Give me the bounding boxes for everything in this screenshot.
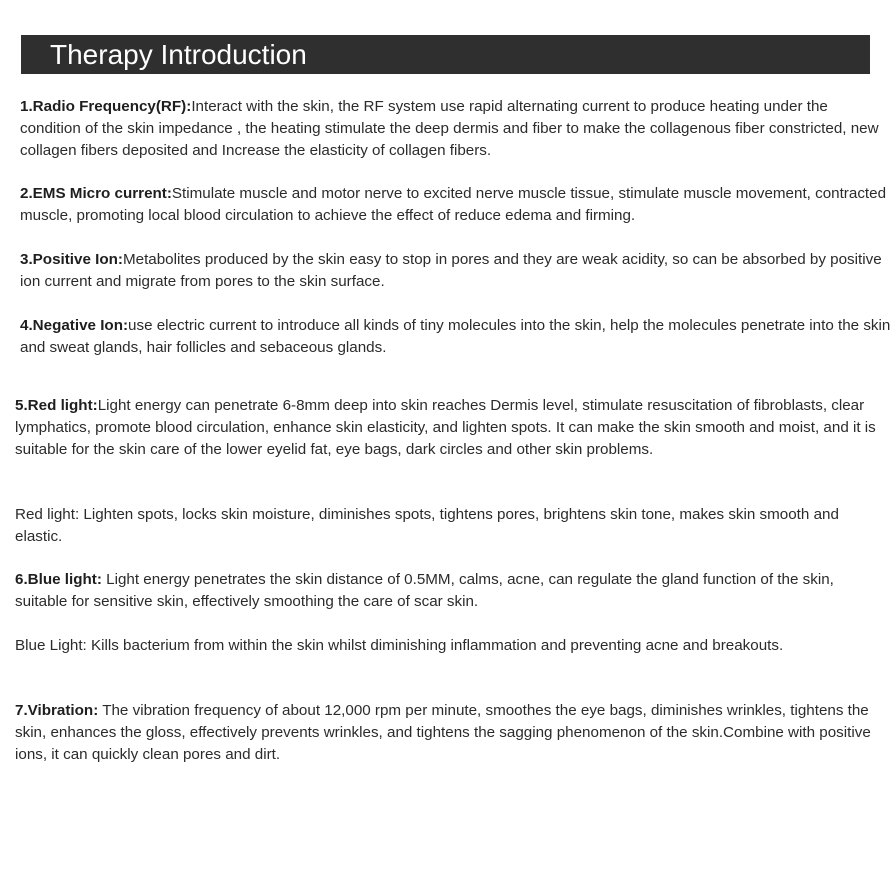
section-negative-ion: [20, 315, 891, 359]
section-text: Red light: Lighten spots, locks skin moisture, diminishes spots, tightens pores, brightens skin tone, makes skin smooth and elastic.: [15, 506, 839, 545]
section-text: Interact with the skin, the RF system use rapid alternating current to produce heating under the condition of the skin impedance , the heating stimulate the deep dermis and fiber to make the collagenous fiber constricted, new collagen fibers deposited and Increase the elasticity of collagen fibers.: [20, 98, 879, 159]
section-heading: 5.Red light:: [15, 397, 98, 414]
section-text: The vibration frequency of about 12,000 rpm per minute, smoothes the eye bags, diminishes wrinkles, tightens the skin, enhances the gloss, effectively prevents wrinkles, and tightens the sagging phenomenon of the skin.Combine with positive ions, it can quickly clean pores and dirt.: [15, 702, 871, 763]
header-bar: [21, 35, 870, 74]
section-text: Light energy penetrates the skin distance of 0.5MM, calms, acne, can regulate the gland function of the skin, suitable for sensitive skin, effectively smoothing the care of scar skin.: [15, 571, 834, 610]
page-title: Therapy Introduction: [50, 39, 307, 70]
section-heading: 6.Blue light:: [15, 571, 102, 588]
section-text: Light energy can penetrate 6-8mm deep into skin reaches Dermis level, stimulate resuscitation of fibroblasts, clear lymphatics, promote blood circulation, enhance skin elasticity, and lighten spots. It can make the skin smooth and moist, and it is suitable for the skin care of the lower eyelid fat, eye bags, dark circles and other skin problems.: [15, 397, 876, 458]
section-text: use electric current to introduce all kinds of tiny molecules into the skin, help the molecules penetrate into the skin and sweat glands, hair follicles and sebaceous glands.: [20, 317, 891, 356]
section-positive-ion: [20, 249, 891, 293]
section-red-light-summary: [15, 504, 889, 548]
section-heading: 7.Vibration:: [15, 702, 99, 719]
section-heading: 2.EMS Micro current:: [20, 185, 172, 202]
section-text: Metabolites produced by the skin easy to stop in pores and they are weak acidity, so can be absorbed by positive ion current and migrate from pores to the skin surface.: [20, 251, 882, 290]
section-red-light: [15, 395, 889, 461]
section-blue-light: [15, 569, 889, 613]
section-ems-micro-current: [20, 183, 891, 227]
section-blue-light-summary: [15, 635, 889, 657]
section-heading: 4.Negative Ion:: [20, 317, 129, 334]
section-heading: 1.Radio Frequency(RF):: [20, 98, 192, 115]
section-radio-frequency: [20, 96, 891, 162]
section-text: Stimulate muscle and motor nerve to excited nerve muscle tissue, stimulate muscle movement, contracted muscle, promoting local blood circulation to achieve the effect of reduce edema and firming.: [20, 185, 887, 224]
section-heading: 3.Positive Ion:: [20, 251, 123, 268]
section-text: Blue Light: Kills bacterium from within the skin whilst diminishing inflammation and preventing acne and breakouts.: [15, 637, 784, 654]
section-vibration: [15, 700, 889, 766]
